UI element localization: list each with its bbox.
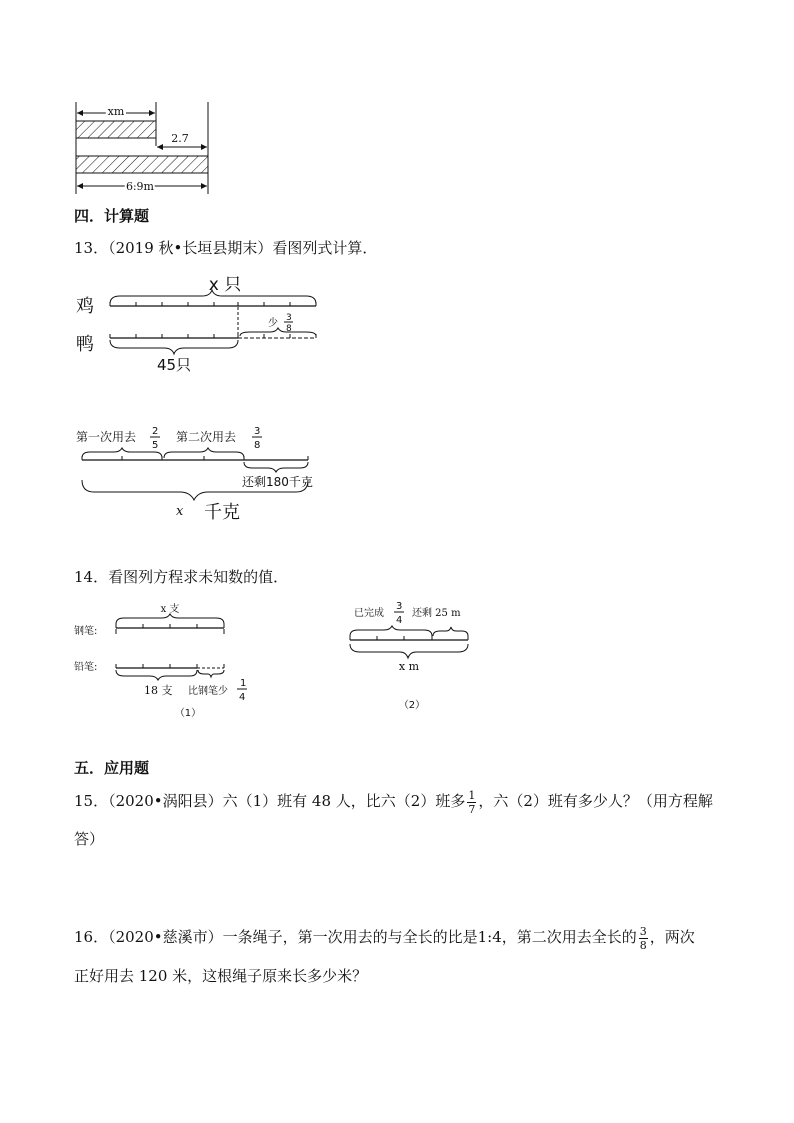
section-heading-4: 四．计算题	[74, 207, 150, 225]
row-label-duck: 鸭	[76, 334, 94, 355]
caption-2: （2）	[398, 700, 426, 711]
label-pencil: 铅笔:	[74, 662, 98, 673]
q13-diagram-usage	[70, 420, 330, 530]
label-done: 已完成	[354, 608, 384, 619]
q16-frac-den: 8	[639, 938, 647, 952]
label-x-length: xm	[107, 105, 125, 118]
label-second-use: 第二次用去	[176, 430, 237, 444]
label-45-ducks: 45只	[156, 356, 192, 374]
label-first-use: 第一次用去	[76, 430, 137, 444]
label-pen: 钢笔:	[74, 626, 98, 637]
question-14-text: 14．看图列方程求未知数的值．	[74, 568, 289, 586]
q16-text-b: ，两次	[649, 928, 695, 946]
frac-first-den: 5	[152, 440, 159, 451]
frac-done-num: 3	[396, 601, 403, 612]
label-total-var: x	[176, 504, 184, 519]
frac-second-den: 8	[254, 440, 261, 451]
frac-done-den: 4	[396, 615, 403, 626]
question-15-line1	[74, 788, 713, 815]
section-heading-5: 五．应用题	[74, 759, 150, 777]
question-16-line1	[74, 924, 695, 951]
q15-fraction	[467, 790, 476, 815]
frac-pen-num: 1	[240, 678, 247, 689]
q14-diagram-completed	[340, 596, 480, 716]
row-label-chicken: 鸡	[76, 296, 94, 317]
q15-text-b: ，六（2）班有多少人？（用方程解	[478, 792, 713, 810]
q16-text-a: 16．（2020•慈溪市）一条绳子，第一次用去的与全长的比是1:4，第二次用去全长的	[74, 928, 637, 946]
caption-1: （1）	[174, 708, 202, 719]
label-less-than-pen: 比钢笔少	[188, 686, 228, 697]
label-total-unit: 千克	[204, 502, 240, 523]
label-x-chickens: x 只	[208, 275, 242, 295]
q16-fraction	[639, 926, 648, 951]
label-remain-180kg: 还剩180千克	[242, 475, 313, 489]
q15-frac-den: 7	[468, 802, 476, 816]
label-x-m: x m	[398, 660, 420, 673]
q15-text-a: 15．（2020•涡阳县）六（1）班有 48 人，比六（2）班多	[74, 792, 466, 810]
question-13-text: 13．（2019 秋•长垣县期末）看图列式计算．	[74, 239, 378, 257]
label-total-length: 6.9m	[126, 180, 154, 193]
frac-pen-den: 4	[239, 692, 246, 703]
frac-num: 3	[286, 313, 292, 323]
q13-diagram-chicken-duck	[70, 270, 330, 380]
question-16-line2: 正好用去 120 米，这根绳子原来长多少米？	[74, 967, 368, 985]
frac-second-num: 3	[254, 426, 261, 437]
label-remain-25m: 还剩 25 m	[412, 608, 461, 619]
q14-diagram-pens	[70, 598, 250, 723]
q16-frac-num: 3	[639, 924, 647, 938]
label-x-pens: x 支	[160, 604, 180, 615]
label-gap: 2.7	[171, 132, 189, 145]
label-18-pencils: 18 支	[144, 684, 173, 697]
q15-frac-num: 1	[468, 788, 476, 802]
question-15-line2: 答）	[74, 830, 105, 848]
segment-diagram-top	[60, 96, 230, 196]
label-less: 少	[268, 318, 278, 329]
frac-first-num: 2	[152, 426, 159, 437]
frac-den: 8	[286, 324, 292, 334]
